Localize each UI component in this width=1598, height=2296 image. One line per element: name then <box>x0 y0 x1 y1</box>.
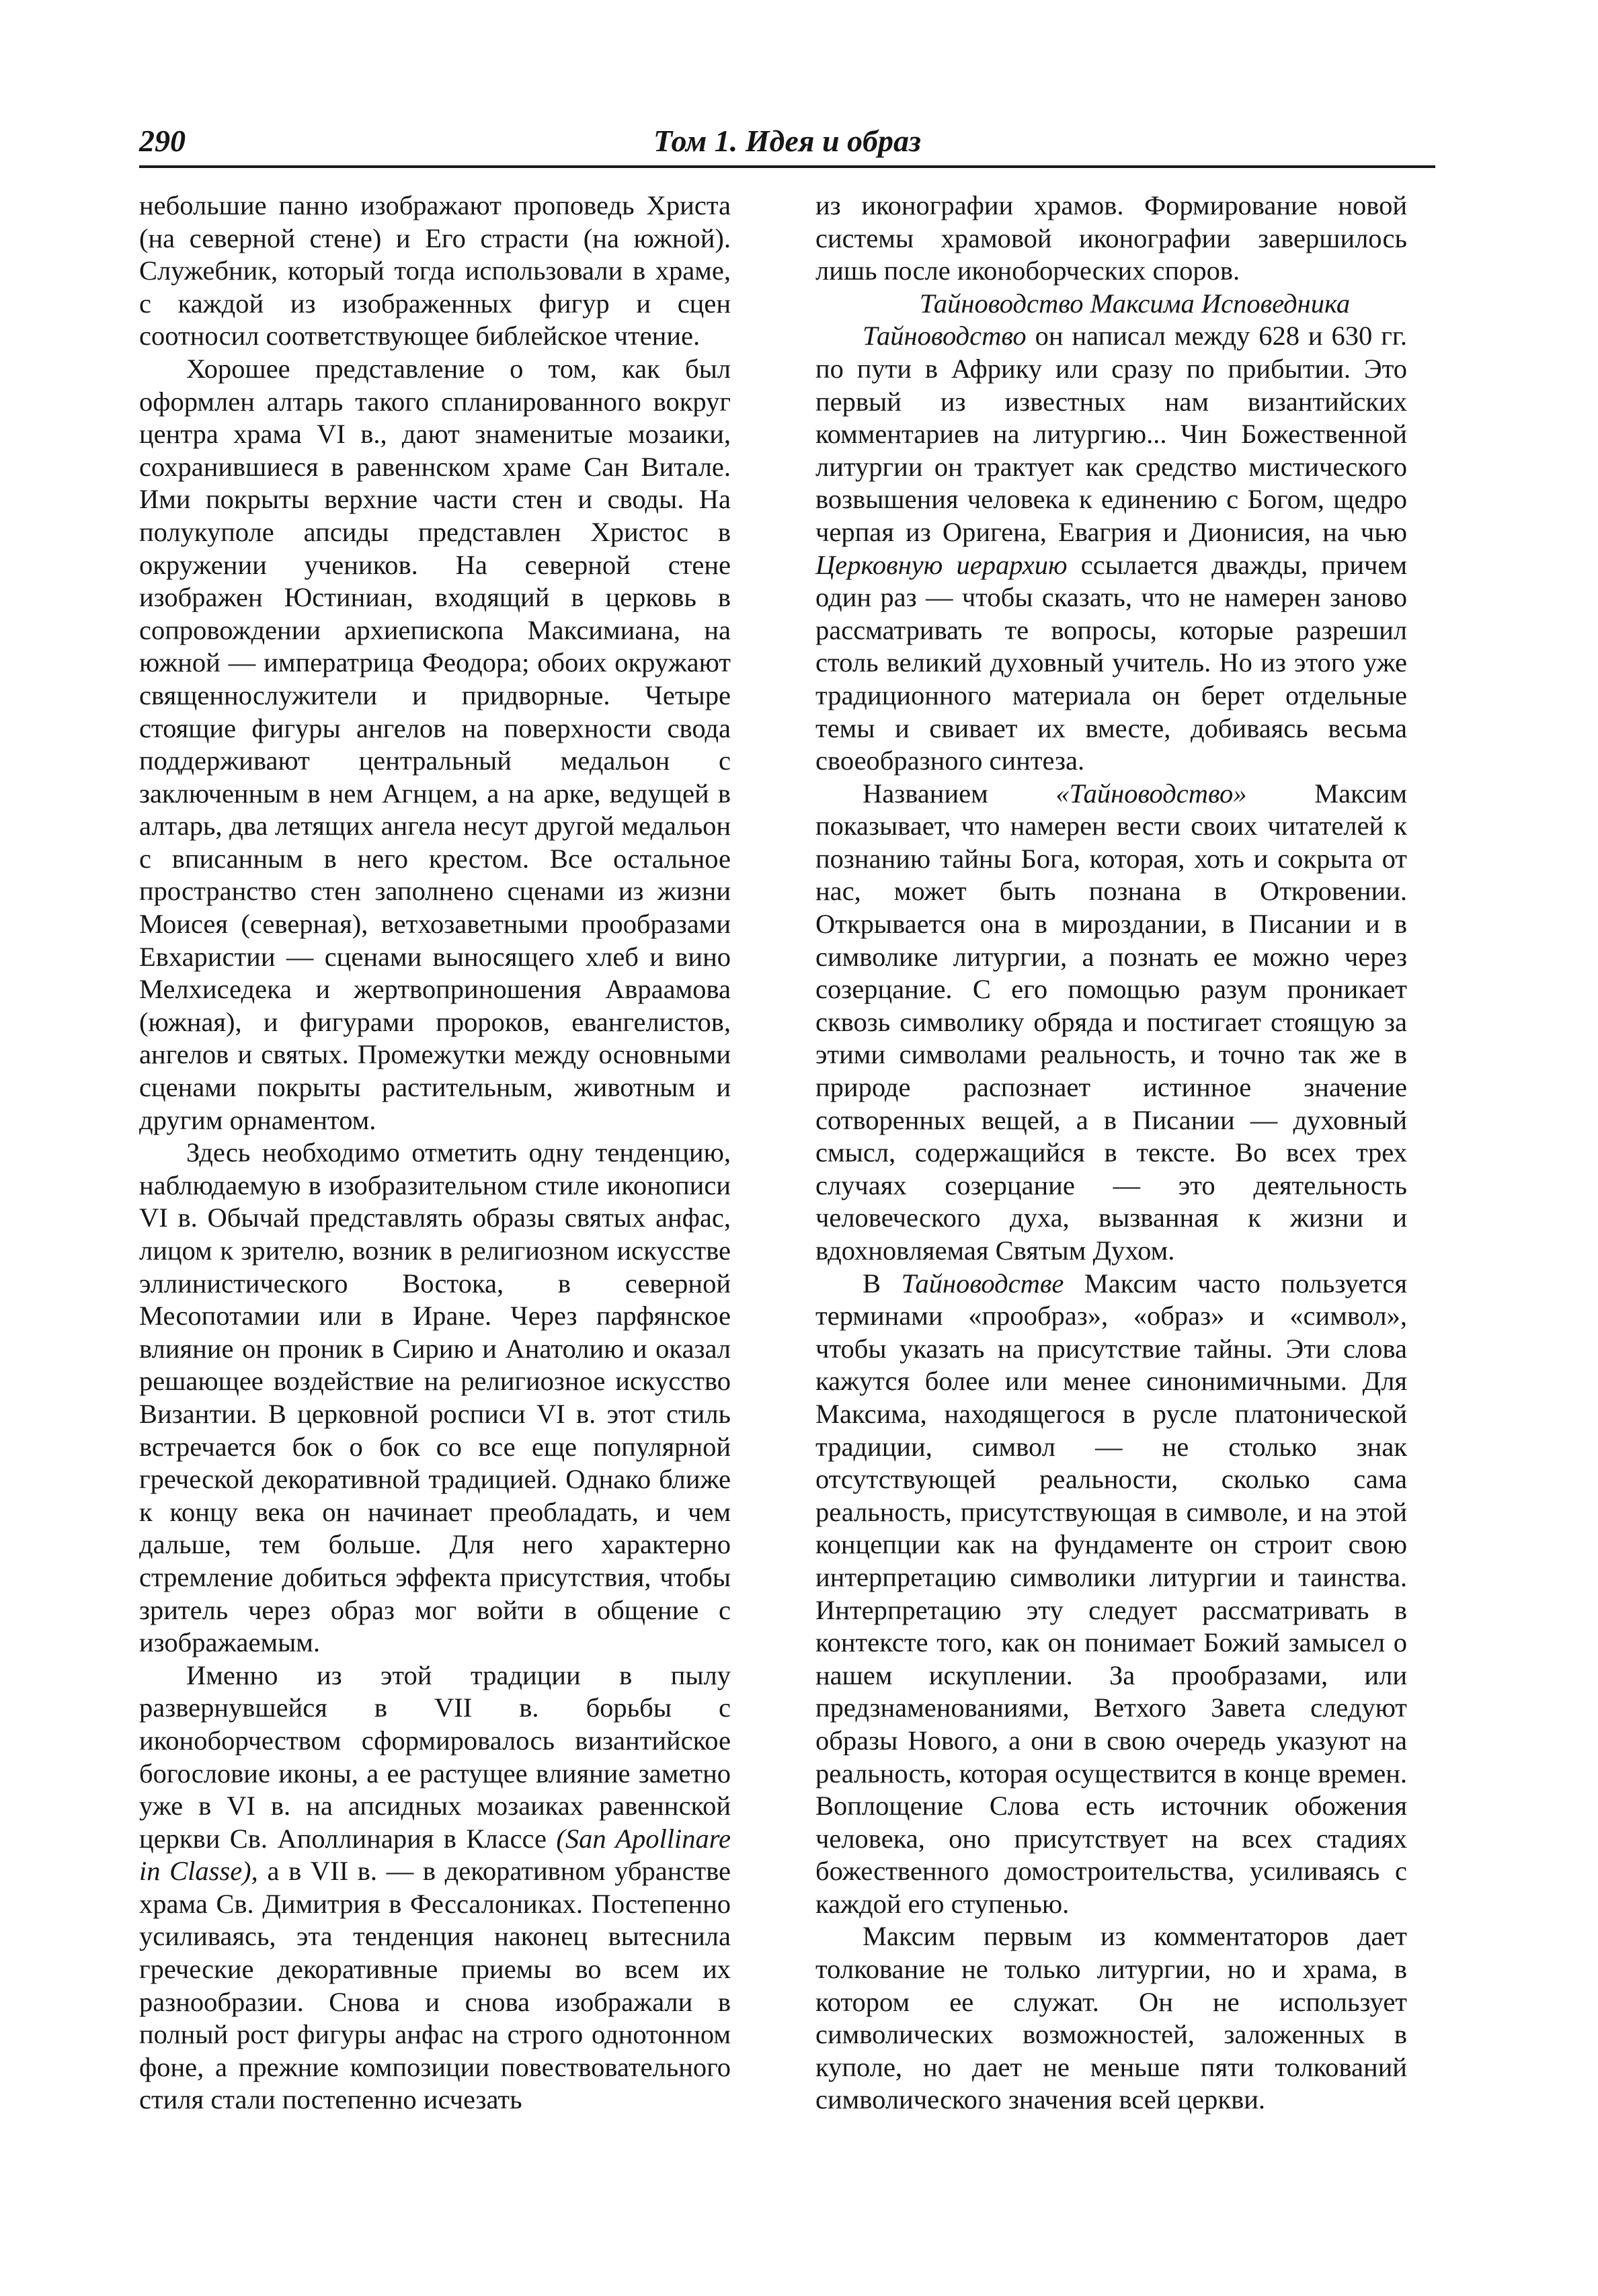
left-column <box>139 190 731 2117</box>
text-run: Максим показывает, что намерен вести своих читателей к познанию тайны Бога, которая, хоть и сокрыта от нас, может быть познана в Откровении. Открывается она в мироздании, в Писании и в символике литургии, а познать ее можно через созерцание. С его помощью разум проникает сквозь символику обряда и постигает стоящую за этими символами реальность, и точно так же в природе распознает истинное значение сотворенных вещей, а в Писании — духовный смысл, содержащийся в тексте. Во всех трех случаях созерцание — это деятельность человеческого духа, вызванная к жизни и вдохновляемая Святым Духом. <box>815 778 1407 1266</box>
paragraph <box>815 1268 1407 1921</box>
paragraph: Здесь необходимо отметить одну тенденцию, наблюдаемую в изобразительном стиле иконописи VI в. Обычай представлять образы святых анфас, лицом к зрителю, возник в религиозном искусстве эллинистического Востока, в северной Месопотамии или в Иране. Через парфянское влияние он проник в Сирию и Анатолию и оказал решающее воздействие на религиозное искусство Византии. В церковной росписи VI в. этот стиль встречается бок о бок со все еще популярной греческой декоративной традицией. Однако ближе к концу века он начинает преобладать, и чем дальше, тем больше. Для него характерно стремление добиться эффекта присутствия, чтобы зритель через образ мог войти в общение с изображаемым. <box>139 1137 731 1658</box>
text-run: а в VII в. — в декоративном убранстве храма Св. Димитрия в Фессалониках. Постепенно усиливаясь, эта тенденция наконец вытеснила греческие декоративные приемы во всем их разнообразии. Снова и снова изображали в полный рост фигуры анфас на строго однотонном фоне, а прежние композиции повествовательного стиля стали постепенно исчезать <box>139 1856 731 2115</box>
text-run: В <box>863 1268 902 1299</box>
text-run: Максим часто пользуется терминами «прообраз», «образ» и «символ», чтобы указать на присутствие тайны. Эти слова кажутся более или менее синонимичными. Для Максима, находящегося в русле платонической традиции, символ — не столько знак отсутствующей реальности, сколько сама реальность, присутствующая в символе, и на этой концепции как на фундаменте он строит свою интерпретацию символики литургии и таинства. Интерпретацию эту следует рассматривать в контексте того, как он понимает Божий замысел о нашем искуплении. За прообразами, или предзнаменованиями, Ветхого Завета следуют образы Нового, а они в свою очередь указуют на реальность, которая осуществится в конце времен. Воплощение Слова есть источник обожения человека, оно присутствует на всех стадиях божественного домостроительства, усиливаясь с каждой его ступенью. <box>815 1268 1407 1919</box>
paragraph <box>139 1659 731 2117</box>
page-header <box>139 113 1435 168</box>
italic-title: Тайноводство <box>863 321 1027 352</box>
text-run: Именно из этой традиции в пылу развернувшейся в VII в. борьбы с иконоборчеством сформировалось византийское богословие иконы, а ее растущее влияние заметно уже в VI в. на апсидных мозаиках равеннской церкви Св. Аполлинария в Классе <box>139 1659 731 1854</box>
italic-title: Церковную иерархию <box>815 549 1068 580</box>
paragraph <box>815 320 1407 777</box>
italic-title: «Тайноводство» <box>1055 778 1247 809</box>
running-title: Том 1. Идея и образ <box>653 124 921 158</box>
text-run: ссылается дважды, причем один раз — чтобы сказать, что не намерен заново рассматривать те вопросы, которые разрешил столь великий духовный учитель. Но из этого уже традиционного материала он берет отдельные темы и свивает их вместе, добиваясь весьма своеобразного синтеза. <box>815 549 1407 776</box>
page-number: 290 <box>139 124 186 158</box>
text-run: Названием <box>863 778 1056 809</box>
paragraph <box>815 778 1407 1268</box>
text-run: он написал между 628 и 630 гг. по пути в Африку или сразу по прибытии. Это первый из известных нам византийских комментариев на литургию... Чин Божественной литургии он трактует как средство мистического возвышения человека к единению с Богом, щедро черпая из Оригена, Евагрия и Дионисия, на чью <box>815 321 1407 547</box>
paragraph: Максим первым из комментаторов дает толкование не только литургии, но и храма, в котором ее служат. Он не использует символических возможностей, заложенных в куполе, но дает не меньше пяти толкований символического значения всей церкви. <box>815 1921 1407 2115</box>
italic-title: Тайноводстве <box>901 1268 1064 1299</box>
right-column <box>815 190 1407 2117</box>
italic-latin-name: (San Apollinare in Classe), <box>139 1823 731 1887</box>
section-heading: Тайноводство Максима Исповедника <box>919 288 1351 319</box>
paragraph: небольшие панно изображают проповедь Христа (на северной стене) и Его страсти (на южной). Служебник, который тогда использовали в храме, с каждой из изображенных фигур и сцен соотносил соответствующее библейское чтение. <box>139 190 731 352</box>
paragraph: из иконографии храмов. Формирование новой системы храмовой иконографии завершилось лишь после иконоборческих споров. <box>815 190 1407 286</box>
paragraph: Хорошее представление о том, как был оформлен алтарь такого спланированного вокруг центра храма VI в., дают знаменитые мозаики, сохранившиеся в равеннском храме Сан Витале. Ими покрыты верхние части стен и своды. На полукуполе апсиды представлен Христос в окружении учеников. На северной стене изображен Юстиниан, входящий в церковь в сопровождении архиепископа Максимиана, на южной — императрица Феодора; обоих окружают священнослужители и придворные. Четыре стоящие фигуры ангелов на поверхности свода поддерживают центральный медальон с заключенным в нем Агнцем, а на арке, ведущей в алтарь, два летящих ангела несут другой медальон с вписанным в него крестом. Все остальное пространство стен заполнено сценами из жизни Моисея (северная), ветхозаветными прообразами Евхаристии — сценами выносящего хлеб и вино Мелхиседека и жертвоприношения Авраамова (южная), и фигурами пророков, евангелистов, ангелов и святых. Промежутки между основными сценами покрыты растительным, животным и другим орнаментом. <box>139 353 731 1135</box>
